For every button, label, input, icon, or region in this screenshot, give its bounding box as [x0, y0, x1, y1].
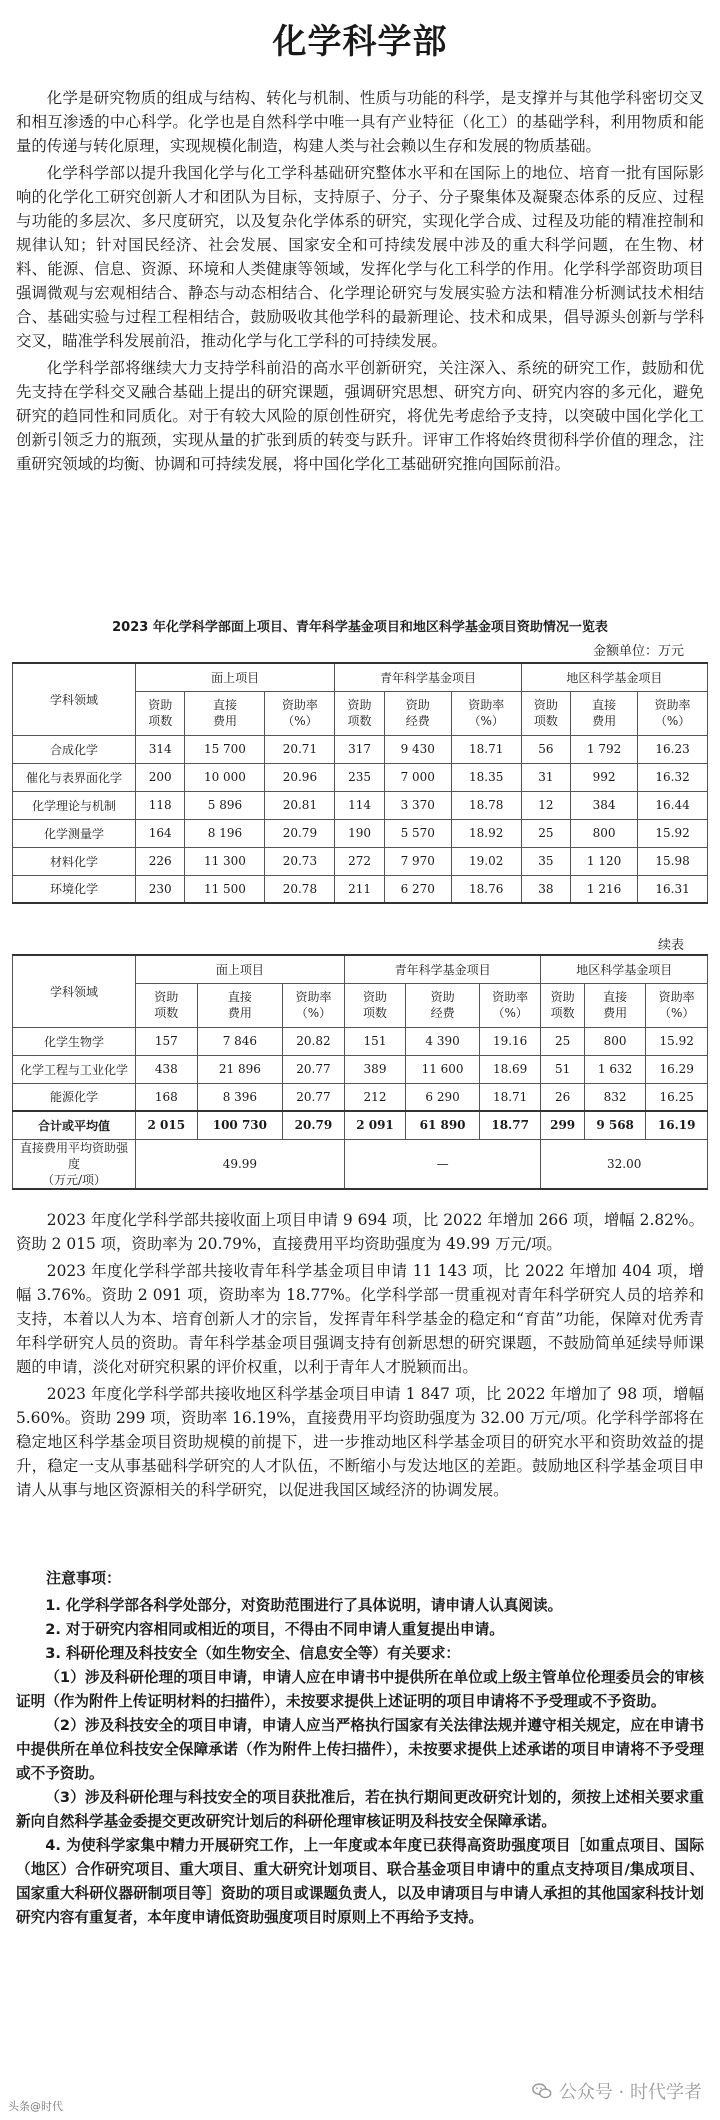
table-cell: 16.32	[638, 763, 708, 791]
table-cell: 38	[521, 875, 570, 903]
watermark-text: 公众号 · 时代学者	[558, 2082, 702, 2103]
row-field-name: 材料化学	[13, 847, 136, 875]
table-cell: 20.96	[265, 763, 335, 791]
footer-source: 头条@时代	[8, 2100, 63, 2113]
table-cell: 164	[136, 819, 185, 847]
header-sub: 资助率 （%）	[646, 983, 708, 1027]
header-sub: 资助 经费	[406, 983, 480, 1027]
table-row	[13, 763, 708, 791]
table-cell: 1 632	[584, 1055, 646, 1083]
header-sub: 直接 费用	[571, 691, 638, 735]
table-cell: 18.35	[451, 763, 521, 791]
table-cell: 190	[335, 819, 384, 847]
table-cell: 226	[136, 847, 185, 875]
table-row	[13, 875, 708, 903]
table-row	[13, 819, 708, 847]
header-sub: 直接 费用	[584, 983, 646, 1027]
row-field-name: 能源化学	[13, 1083, 136, 1111]
table-cell: 15.92	[638, 819, 708, 847]
notes-heading: 注意事项：	[46, 1569, 122, 1587]
row-field-name: 环境化学	[13, 875, 136, 903]
note-item: （2）涉及科技安全的项目申请，申请人应当严格执行国家有关法律法规并遵守相关规定，应在申请书中提供所在单位科技安全保障承诺（作为附件上传扫描件），未按要求提供上述承诺的项目申请将不予受理或不予资助。	[16, 1717, 704, 1782]
table-cell: 384	[571, 791, 638, 819]
table-cell: 15.92	[646, 1027, 708, 1055]
table-cell: 20.71	[265, 735, 335, 763]
table-cell: 8 196	[185, 819, 265, 847]
intensity-regional: 32.00	[541, 1139, 708, 1189]
header-sub: 资助率 （%）	[283, 983, 345, 1027]
header-sub: 资助 项数	[136, 691, 185, 735]
table-row	[13, 1055, 708, 1083]
header-sub: 资助 项数	[335, 691, 384, 735]
summary-paragraph: 2023 年度化学科学部共接收青年科学基金项目申请 11 143 项，比 2022 年增加 404 项，增幅 3.76%。资助 2 091 项，资助率为 18.77%。化学科学部一贯重视对青年科学研究人员的培养和支持，本着以人为本、培育创新人才的宗旨，发挥青年科学基金的稳定和“育苗”功能，保障对优秀青年科学研究人员的资助。青年科学基金项目强调支持有创新思想的研究课题，不鼓励简单延续导师课题的申请，淡化对研究积累的评价权重，以利于青年人才脱颖而出。	[16, 1262, 704, 1376]
table-cell: 7 000	[384, 763, 451, 791]
table-cell: 10 000	[185, 763, 265, 791]
header-sub: 资助 项数	[541, 983, 584, 1027]
table-cell: 7 970	[384, 847, 451, 875]
table-cell: 314	[136, 735, 185, 763]
table-cell: 18.76	[451, 875, 521, 903]
table-cell: 800	[571, 819, 638, 847]
table-cell: 317	[335, 735, 384, 763]
note-item: 1. 化学科学部各科学处部分，对资助范围进行了具体说明，请申请人认真阅读。	[45, 1597, 563, 1614]
row-field-name: 化学测量学	[13, 819, 136, 847]
table-cell: 212	[344, 1083, 406, 1111]
table-continued-label: 续表	[657, 938, 684, 953]
table-cell: 18.77	[479, 1111, 541, 1139]
row-field-name: 化学工程与工业化学	[13, 1055, 136, 1083]
table-cell: 16.44	[638, 791, 708, 819]
table-cell: 31	[521, 763, 570, 791]
table-row	[13, 1027, 708, 1055]
table-cell: 200	[136, 763, 185, 791]
table-cell: 235	[335, 763, 384, 791]
table-cell: 16.19	[646, 1111, 708, 1139]
table-cell: 16.31	[638, 875, 708, 903]
table-cell: 20.73	[265, 847, 335, 875]
header-sub: 直接 费用	[197, 983, 283, 1027]
table-cell: 20.79	[283, 1111, 345, 1139]
table-title: 2023 年化学科学部面上项目、青年科学基金项目和地区科学基金项目资助情况一览表	[112, 620, 608, 635]
table-cell: 25	[521, 819, 570, 847]
table-total-row	[13, 1111, 708, 1139]
table-cell: 16.29	[646, 1055, 708, 1083]
table-cell: 157	[136, 1027, 198, 1055]
intro-paragraph: 化学科学部将继续大力支持学科前沿的高水平创新研究，关注深入、系统的研究工作，鼓励和优先支持在学科交叉融合基础上提出的研究课题，强调研究思想、研究方向、研究内容的多元化，避免研究的趋同性和同质化。对于有较大风险的原创性研究，将优先考虑给予支持，以突破中国化学化工创新引领乏力的瓶颈，实现从量的扩张到质的转变与跃升。评审工作将始终贯彻科学价值的理念，注重研究领域的均衡、协调和可持续发展，将中国化学化工基础研究推向国际前沿。	[16, 359, 704, 473]
table-cell: 61 890	[406, 1111, 480, 1139]
intensity-youth: —	[344, 1139, 541, 1189]
table-cell: 20.79	[265, 819, 335, 847]
table-cell: 18.71	[451, 735, 521, 763]
table-cell: 1 792	[571, 735, 638, 763]
row-field-name: 化学生物学	[13, 1027, 136, 1055]
header-sub: 资助 项数	[344, 983, 406, 1027]
table-cell: 19.02	[451, 847, 521, 875]
table-cell: 389	[344, 1055, 406, 1083]
header-sub: 资助 项数	[136, 983, 198, 1027]
table-cell: 16.25	[646, 1083, 708, 1111]
header-sub: 资助率 （%）	[479, 983, 541, 1027]
intensity-general: 49.99	[136, 1139, 345, 1189]
note-item: 2. 对于研究内容相同或相近的项目，不得由不同申请人重复提出申请。	[45, 1621, 504, 1638]
page-title: 化学科学部	[272, 22, 448, 62]
table-cell: 19.16	[479, 1027, 541, 1055]
header-sub: 资助 项数	[521, 691, 570, 735]
note-item: 3. 科研伦理及科技安全（如生物安全、信息安全等）有关要求：	[45, 1645, 461, 1662]
table-cell: 56	[521, 735, 570, 763]
table-cell: 5 896	[185, 791, 265, 819]
intensity-label: 直接费用平均资助强度 （万元/项）	[13, 1139, 136, 1189]
table-cell: 18.92	[451, 819, 521, 847]
table-cell: 11 600	[406, 1055, 480, 1083]
wechat-icon	[531, 2080, 553, 2102]
table-cell: 20.77	[283, 1083, 345, 1111]
header-group-youth: 青年科学基金项目	[344, 955, 541, 983]
table-cell: 35	[521, 847, 570, 875]
table-cell: 118	[136, 791, 185, 819]
table-row	[13, 791, 708, 819]
table-cell: 438	[136, 1055, 198, 1083]
funding-table-part2	[12, 954, 708, 1190]
table-intensity-row	[13, 1139, 708, 1189]
table-cell: 211	[335, 875, 384, 903]
intro-paragraph: 化学科学部以提升我国化学与化工学科基础研究整体水平和在国际上的地位、培育一批有国际影响的化学化工研究创新人才和团队为目标，支持原子、分子、分子聚集体及凝聚态体系的反应、过程与功能的多层次、多尺度研究，以及复杂化学体系的研究，实现化学合成、过程及功能的精准控制和规律认知；针对国民经济、社会发展、国家安全和可持续发展中涉及的重大科学问题，在生物、材料、能源、信息、资源、环境和人类健康等领域，发挥化学与化工科学的作用。化学科学部资助项目强调微观与宏观相结合、静态与动态相结合、化学理论研究与发展实验方法和精准分析测试技术相结合、基础实验与过程工程相结合，鼓励吸收其他学科的最新理论、技术和成果，倡导源头创新与学科交叉，瞄准学科发展前沿，推动化学与化工学科的可持续发展。	[16, 164, 704, 350]
table-cell: 20.81	[265, 791, 335, 819]
table-body-part2	[13, 1027, 708, 1111]
header-sub: 资助率 （%）	[265, 691, 335, 735]
header-group-general: 面上项目	[136, 955, 345, 983]
note-item: （3）涉及科研伦理与科技安全的项目获批准后，若在执行期间更改研究计划的，须按上述相关要求重新向自然科学基金委提交更改研究计划后的科研伦理审核证明及科技安全保障承诺。	[16, 1789, 704, 1830]
table-cell: 1 216	[571, 875, 638, 903]
table-cell: 2 015	[136, 1111, 198, 1139]
summary-section	[16, 1208, 704, 1505]
table-cell: 992	[571, 763, 638, 791]
table-cell: 3 370	[384, 791, 451, 819]
table-cell: 6 270	[384, 875, 451, 903]
note-item: 4. 为使科学家集中精力开展研究工作，上一年度或本年度已获得高资助强度项目［如重点项目、国际（地区）合作研究项目、重大项目、重大研究计划项目、联合基金项目申请中的重点支持项目/集成项目、国家重大科研仪器研制项目等］资助的项目或课题负责人，以及申请项目与申请人承担的其他国家科技计划研究内容有重复者，本年度申请低资助强度项目时原则上不再给予支持。	[16, 1837, 704, 1926]
row-field-name: 合计或平均值	[13, 1111, 136, 1139]
table-cell: 26	[541, 1083, 584, 1111]
table-cell: 2 091	[344, 1111, 406, 1139]
row-field-name: 化学理论与机制	[13, 791, 136, 819]
table-unit: 金额单位：万元	[592, 644, 684, 659]
row-field-name: 合成化学	[13, 735, 136, 763]
table-cell: 20.82	[283, 1027, 345, 1055]
funding-table-part1	[12, 662, 708, 904]
header-sub: 资助率 （%）	[638, 691, 708, 735]
summary-paragraph: 2023 年度化学科学部共接收地区科学基金项目申请 1 847 项，比 2022 年增加了 98 项，增幅 5.60%。资助 299 项，资助率 16.19%，直接费用平均资助强度为 32.00 万元/项。化学科学部将在稳定地区科学基金项目资助规模的前提下，进一步推动地区科学基金项目的研究水平和资助效益的提升，稳定一支从事基础科学研究的人才队伍，不断缩小与发达地区的差距。鼓励地区科学基金项目申请人从事与地区资源相关的科学研究，以促进我国区域经济的协调发展。	[16, 1385, 704, 1499]
table-cell: 18.69	[479, 1055, 541, 1083]
intro-paragraph: 化学是研究物质的组成与结构、转化与机制、性质与功能的科学，是支撑并与其他学科密切交叉和相互渗透的中心科学。化学也是自然科学中唯一具有产业特征（化工）的基础学科，利用物质和能量的传递与转化原理，实现规模化制造，构建人类与社会赖以生存和发展的物质基础。	[16, 89, 704, 155]
table-row	[13, 735, 708, 763]
header-group-regional: 地区科学基金项目	[541, 955, 708, 983]
table-cell: 299	[541, 1111, 584, 1139]
notes-section	[16, 1566, 704, 1930]
row-field-name: 催化与表界面化学	[13, 763, 136, 791]
table-cell: 15 700	[185, 735, 265, 763]
table-cell: 11 300	[185, 847, 265, 875]
watermark	[531, 2078, 702, 2104]
table-cell: 18.71	[479, 1083, 541, 1111]
table-cell: 6 290	[406, 1083, 480, 1111]
table-cell: 100 730	[197, 1111, 283, 1139]
table-cell: 9 568	[584, 1111, 646, 1139]
table-row	[13, 1083, 708, 1111]
table-cell: 12	[521, 791, 570, 819]
table-cell: 1 120	[571, 847, 638, 875]
header-group-youth: 青年科学基金项目	[335, 663, 521, 691]
table-cell: 25	[541, 1027, 584, 1055]
table-cell: 18.78	[451, 791, 521, 819]
summary-paragraph: 2023 年度化学科学部共接收面上项目申请 9 694 项，比 2022 年增加 266 项，增幅 2.82%。资助 2 015 项，资助率为 20.79%，直接费用平均资助强度为 49.99 万元/项。	[16, 1211, 704, 1253]
table-cell: 8 396	[197, 1083, 283, 1111]
header-field: 学科领域	[13, 663, 136, 735]
table-cell: 114	[335, 791, 384, 819]
table-cell: 11 500	[185, 875, 265, 903]
table-cell: 7 846	[197, 1027, 283, 1055]
header-group-regional: 地区科学基金项目	[521, 663, 707, 691]
table-cell: 272	[335, 847, 384, 875]
header-field: 学科领域	[13, 955, 136, 1027]
intro-section	[16, 86, 704, 479]
table-cell: 800	[584, 1027, 646, 1055]
header-sub: 资助率 （%）	[451, 691, 521, 735]
table-body-part1	[13, 735, 708, 903]
table-cell: 51	[541, 1055, 584, 1083]
header-sub: 资助 经费	[384, 691, 451, 735]
table-cell: 5 570	[384, 819, 451, 847]
header-group-general: 面上项目	[136, 663, 335, 691]
table-row	[13, 847, 708, 875]
table-cell: 4 390	[406, 1027, 480, 1055]
table-cell: 168	[136, 1083, 198, 1111]
table-cell: 20.77	[283, 1055, 345, 1083]
table-cell: 151	[344, 1027, 406, 1055]
table-cell: 832	[584, 1083, 646, 1111]
note-item: （1）涉及科研伦理的项目申请，申请人应在申请书中提供所在单位或上级主管单位伦理委员会的审核证明（作为附件上传证明材料的扫描件），未按要求提供上述证明的项目申请将不予受理或不予资助。	[16, 1669, 704, 1710]
table-cell: 16.23	[638, 735, 708, 763]
table-cell: 20.78	[265, 875, 335, 903]
table-cell: 9 430	[384, 735, 451, 763]
table-cell: 15.98	[638, 847, 708, 875]
header-sub: 直接 费用	[185, 691, 265, 735]
table-cell: 21 896	[197, 1055, 283, 1083]
table-cell: 230	[136, 875, 185, 903]
